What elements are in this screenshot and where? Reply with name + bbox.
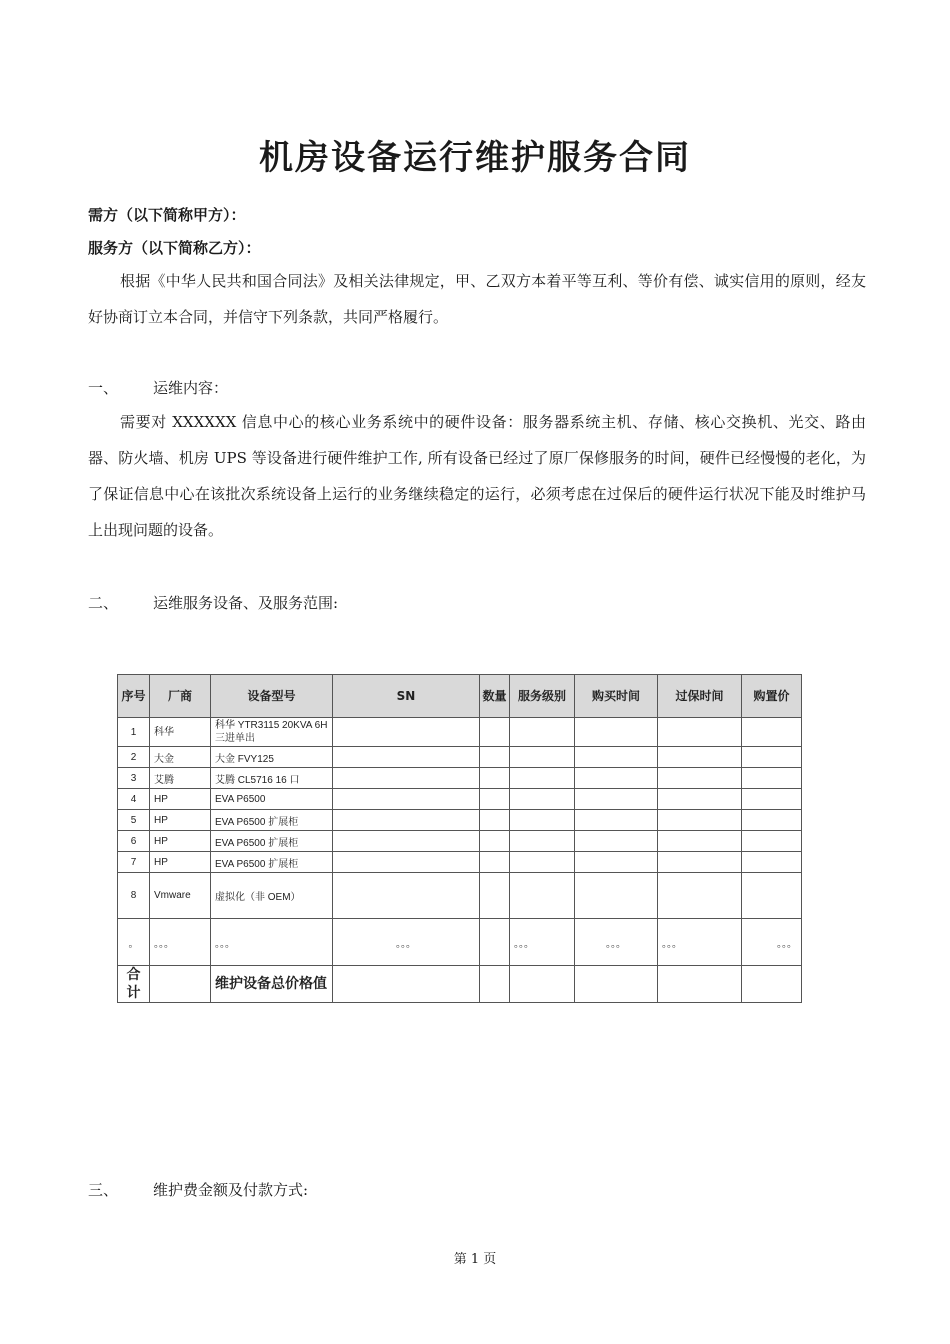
cell-no: 2	[118, 747, 150, 768]
cell-vendor: HP	[150, 852, 211, 873]
table-row	[118, 810, 802, 831]
cell-buy	[575, 747, 658, 768]
cell-sn	[333, 966, 480, 1003]
cell-price	[742, 747, 802, 768]
cell-price	[742, 718, 802, 747]
cell-expire	[658, 747, 742, 768]
equipment-table	[117, 674, 802, 1003]
cell-qty	[480, 966, 510, 1003]
cell-vendor: 大金	[150, 747, 211, 768]
cell-level	[510, 718, 575, 747]
cell-expire	[658, 873, 742, 919]
cell-sn	[333, 718, 480, 747]
header-vendor: 厂商	[150, 675, 211, 718]
cell-price	[742, 852, 802, 873]
cell-model: 。。。	[211, 919, 333, 966]
page-footer: 第 1 页	[453, 1252, 497, 1267]
party-b-label: 服务方（以下简称乙方）：	[88, 239, 261, 257]
header-qty: 数量	[480, 675, 510, 718]
cell-no: 8	[118, 873, 150, 919]
cell-vendor: 科华	[150, 718, 211, 747]
cell-model: 虚拟化（非 OEM）	[211, 873, 333, 919]
cell-level	[510, 831, 575, 852]
cell-qty	[480, 789, 510, 810]
cell-price	[742, 873, 802, 919]
cell-qty	[480, 873, 510, 919]
cell-expire	[658, 768, 742, 789]
header-warranty-expiry: 过保时间	[658, 675, 742, 718]
cell-buy	[575, 852, 658, 873]
cell-buy	[575, 831, 658, 852]
section-3-title: 维护费金额及付款方式:	[153, 1181, 309, 1199]
party-a-label: 需方（以下简称甲方）：	[88, 206, 246, 224]
table-header-row	[118, 675, 802, 718]
cell-qty	[480, 747, 510, 768]
cell-level	[510, 873, 575, 919]
table-row	[118, 831, 802, 852]
cell-model: 大金 FVY125	[211, 747, 333, 768]
cell-sn	[333, 873, 480, 919]
header-sn: SN	[333, 675, 480, 718]
cell-model: EVA P6500 扩展柜	[211, 831, 333, 852]
cell-no: 4	[118, 789, 150, 810]
table-row	[118, 873, 802, 919]
cell-no: 7	[118, 852, 150, 873]
document-title: 机房设备运行维护服务合同	[259, 138, 691, 178]
cell-vendor: HP	[150, 789, 211, 810]
cell-qty	[480, 852, 510, 873]
cell-model: 科华 YTR3115 20KVA 6H 三进单出	[211, 718, 333, 747]
cell-model: EVA P6500 扩展柜	[211, 810, 333, 831]
cell-qty	[480, 718, 510, 747]
cell-expire	[658, 966, 742, 1003]
cell-sn	[333, 852, 480, 873]
table-row-ellipsis	[118, 919, 802, 966]
cell-level	[510, 768, 575, 789]
cell-no: 。	[118, 919, 150, 966]
cell-no: 3	[118, 768, 150, 789]
cell-level	[510, 966, 575, 1003]
cell-sn	[333, 768, 480, 789]
table-row	[118, 718, 802, 747]
header-service-level: 服务级别	[510, 675, 575, 718]
cell-buy	[575, 966, 658, 1003]
cell-expire	[658, 718, 742, 747]
cell-model: EVA P6500	[211, 789, 333, 810]
cell-level	[510, 810, 575, 831]
cell-no: 1	[118, 718, 150, 747]
cell-level	[510, 852, 575, 873]
cell-buy	[575, 718, 658, 747]
cell-sn	[333, 810, 480, 831]
cell-buy	[575, 789, 658, 810]
cell-vendor	[150, 966, 211, 1003]
cell-buy: 。。。	[575, 919, 658, 966]
cell-expire: 。。。	[658, 919, 742, 966]
cell-price: 。。。	[742, 919, 802, 966]
section-1-title: 运维内容：	[153, 379, 229, 397]
cell-qty	[480, 919, 510, 966]
header-price: 购置价	[742, 675, 802, 718]
cell-sn	[333, 789, 480, 810]
cell-expire	[658, 810, 742, 831]
table-row-total	[118, 966, 802, 1003]
table-row	[118, 789, 802, 810]
cell-level	[510, 789, 575, 810]
cell-price	[742, 768, 802, 789]
cell-qty	[480, 768, 510, 789]
cell-buy	[575, 873, 658, 919]
cell-expire	[658, 831, 742, 852]
header-no: 序号	[118, 675, 150, 718]
cell-vendor: HP	[150, 810, 211, 831]
table-row	[118, 747, 802, 768]
cell-level	[510, 747, 575, 768]
cell-total-label: 合计	[118, 966, 150, 1003]
table-row	[118, 768, 802, 789]
cell-no: 5	[118, 810, 150, 831]
cell-vendor: 艾腾	[150, 768, 211, 789]
cell-vendor: 。。。	[150, 919, 211, 966]
cell-vendor: Vmware	[150, 873, 211, 919]
cell-price	[742, 966, 802, 1003]
cell-price	[742, 810, 802, 831]
cell-level: 。。。	[510, 919, 575, 966]
cell-no: 6	[118, 831, 150, 852]
section-3-number: 三、	[88, 1181, 119, 1199]
cell-vendor: HP	[150, 831, 211, 852]
cell-expire	[658, 789, 742, 810]
cell-qty	[480, 831, 510, 852]
cell-total-text: 维护设备总价格值	[211, 966, 333, 1003]
section-1-body: 需要对 XXXXXX 信息中心的核心业务系统中的硬件设备：服务器系统主机、存储、核心交换机、光交、路由器、防火墙、机房 UPS 等设备进行硬件维护工作, 所有设备已经过了原厂保修服务的时间，硬件已经慢慢的老化，为了保证信息中心在该批次系统设备上运行的业务继续稳定的运行，必须考虑在过保后的硬件运行状况下能及时维护马上出现问题的设备。	[88, 413, 866, 539]
section-2-title: 运维服务设备、及服务范围:	[153, 594, 339, 612]
cell-qty	[480, 810, 510, 831]
cell-buy	[575, 810, 658, 831]
section-2-number: 二、	[88, 594, 119, 612]
cell-price	[742, 831, 802, 852]
cell-expire	[658, 852, 742, 873]
cell-sn	[333, 747, 480, 768]
intro-paragraph: 根据《中华人民共和国合同法》及相关法律规定，甲、乙双方本着平等互利、等价有偿、诚实信用的原则，经友好协商订立本合同，并信守下列条款，共同严格履行。	[88, 272, 866, 326]
section-1-number: 一、	[88, 379, 119, 397]
table-row	[118, 852, 802, 873]
cell-sn: 。。。	[333, 919, 480, 966]
cell-sn	[333, 831, 480, 852]
header-purchase-date: 购买时间	[575, 675, 658, 718]
header-model: 设备型号	[211, 675, 333, 718]
cell-model: EVA P6500 扩展柜	[211, 852, 333, 873]
cell-price	[742, 789, 802, 810]
cell-model: 艾腾 CL5716 16 口	[211, 768, 333, 789]
cell-buy	[575, 768, 658, 789]
